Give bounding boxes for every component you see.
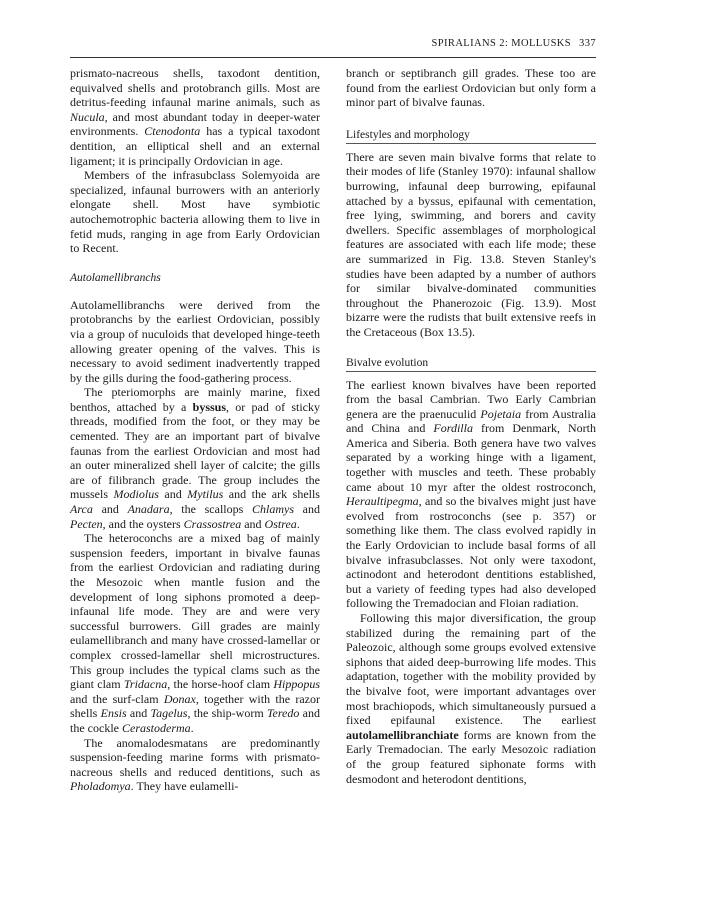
- section-heading-lifestyles: Lifestyles and morphology: [346, 128, 596, 144]
- paragraph-autolamellibranchs: Autolamellibranchs were derived from the protobranchs by the earliest Ordovician, possibly via a group of nuculoids that developed hinge-teeth allowing greater opening of the valves. This is necessary to avoid sediment inadvertently trapped by the gills during the food-gathering process.: [70, 297, 320, 385]
- paragraph-lifestyles: There are seven main bivalve forms that relate to their modes of life (Stanley 1970): infaunal shallow burrowing, infaunal deep burrowing, epifaunal attached by a byssus, epifaunal with cementation, free lying, swimming, and borers and cavity dwellers. Specific assemblages of morphological features are associated with each life mode; these are summarized in Fig. 13.8. Steven Stanley's studies have been adapted by a number of authors for similar bivalve-dominated communities throughout the Phanerozoic (Fig. 13.9). Most bizarre were the rudists that built extensive reefs in the Cretaceous (Box 13.5).: [346, 149, 596, 339]
- paragraph-anomalodesmatans: The anomalodesmatans are predominantly suspension-feeding marine forms with prismato-nacreous shells and reduced dentitions, such as Pholadomya. They have eulamelli-: [70, 735, 320, 794]
- subheading-autolamellibranchs: Autolamellibranchs: [70, 271, 161, 284]
- paragraph-gill-grades-continued: branch or septibranch gill grades. These too are found from the earliest Ordovician but only form a minor part of bivalve faunas.: [346, 66, 596, 110]
- section-heading-bivalve-evolution: Bivalve evolution: [346, 356, 596, 372]
- running-head: [432, 38, 596, 49]
- paragraph-earliest-bivalves: The earliest known bivalves have been reported from the basal Cambrian. Two Early Cambrian genera are the praenuculid Pojetaia from Australia and China and Fordilla from Denmark, North America and Siberia. Both genera have two valves separated by a working hinge with a ligament, together with muscles and teeth. These probably came about 10 myr after the oldest rostroconch, Heraultipegma, and so the bivalves might just have evolved from rostroconchs (see p. 357) or something like them. The class evolved rapidly in the Early Ordovician to include basal forms of all bivalve infrasubclasses. Not only were taxodont, actinodont and heterodont dentitions established, but a variety of feeding types had also developed following the Tremadocian and Floian radiation.: [346, 377, 596, 611]
- page-number: 337: [579, 38, 596, 49]
- paragraph-heteroconchs: The heteroconchs are a mixed bag of mainly suspension feeders, important in bivalve faunas from the earliest Ordovician and radiating during the Mesozoic when mantle fusion and the development of long siphons promoted a deep-infaunal life mode. They are and were very successful burrowers. Gill grades are mainly eulamellibranch and many have crossed-lamellar or complex crossed-lamellar shell microstructures. This group includes the typical clams such as the giant clam Tridacna, the horse-hoof clam Hippopus and the surf-clam Donax, together with the razor shells Ensis and Tagelus, the ship-worm Teredo and the cockle Cerastoderma.: [70, 531, 320, 735]
- paragraph-solemyoida: Members of the infrasubclass Solemyoida are specialized, infaunal burrowers with an anteriorly elongate shell. Most have symbiotic autochemotrophic bacteria allowing them to live in fetid muds, ranging in age from Early Ordovician to Recent.: [70, 168, 320, 256]
- running-title: SPIRALIANS 2: MOLLUSKS: [431, 38, 572, 49]
- paragraph-diversification: Following this major diversification, the group stabilized during the remaining part of the Paleozoic, although some groups evolved extensive siphons that aided deep-burrowing life modes. This adaptation, together with the mobility provided by the bivalve foot, were important advantages over most brachiopods, which simultaneously pursued a fixed epifaunal existence. The earliest autolamellibranchiate forms are known from the Early Tremadocian. The early Mesozoic radiation of the group featured siphonate forms with desmodont and heterodont dentitions,: [346, 611, 596, 786]
- header-rule: [70, 57, 596, 58]
- left-column: [70, 66, 320, 794]
- paragraph-pteriomorphs: The pteriomorphs are mainly marine, fixed benthos, attached by a byssus, or pad of sticky threads, modified from the foot, or they may be cemented. They are an important part of bivalve faunas from the earliest Ordovician and most had an outer mineralized shell layer of calcite; the gills are of filibranch grade. The group includes the mussels Modiolus and Mytilus and the ark shells Arca and Anadara, the scallops Chlamys and Pecten, and the oysters Crassostrea and Ostrea.: [70, 385, 320, 531]
- right-column: [346, 66, 596, 786]
- paragraph-protobranch-continued: prismato-nacreous shells, taxodont dentition, equivalved shells and protobranch gills. Most are detritus-feeding infaunal marine animals, such as Nucula, and most abundant today in deeper-water environments. Ctenodonta has a typical taxodont dentition, an elliptical shell and an external ligament; it is principally Ordovician in age.: [70, 66, 320, 168]
